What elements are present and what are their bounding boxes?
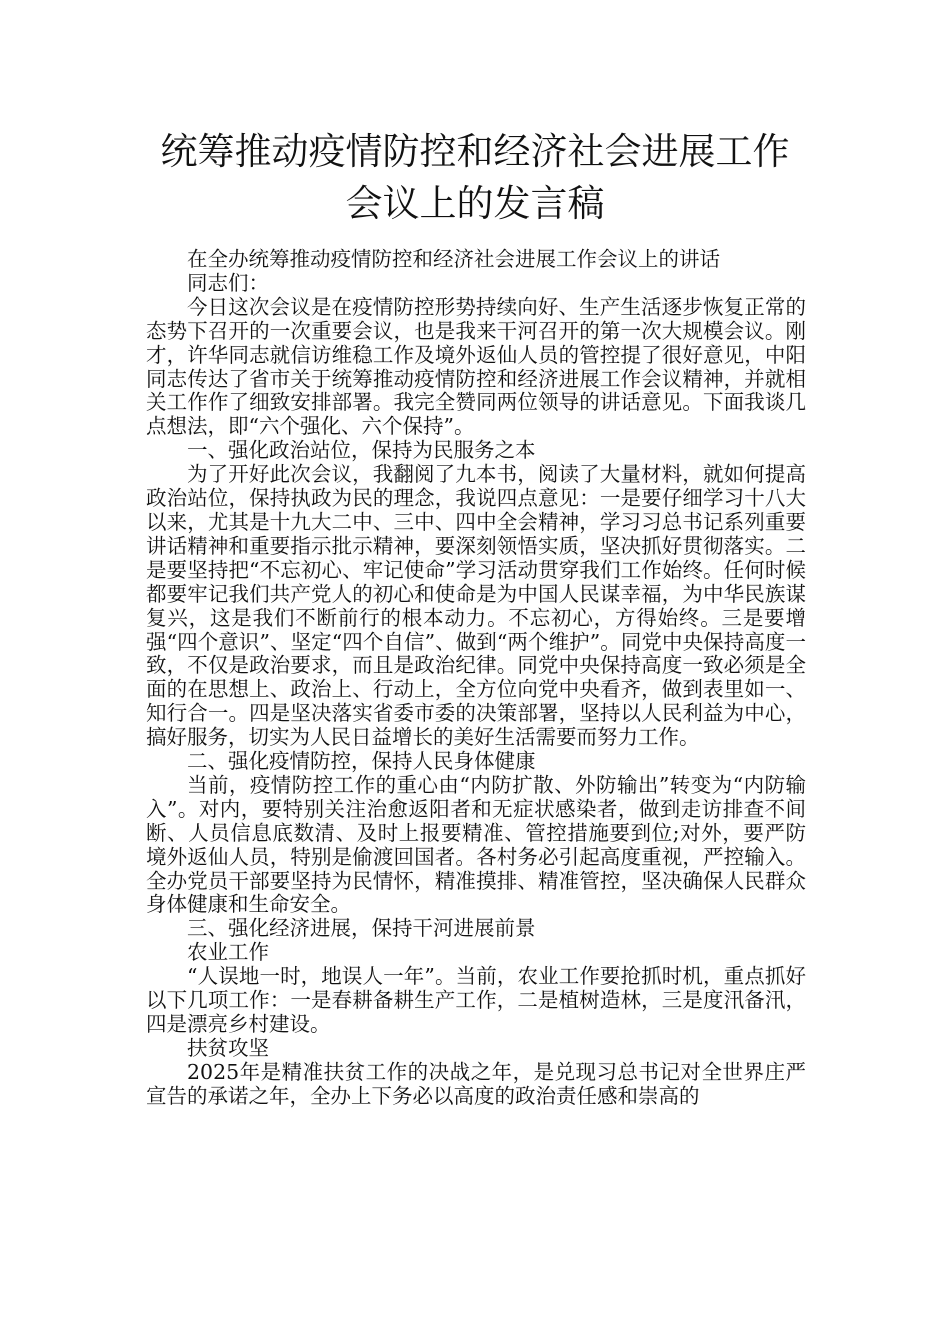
- body-paragraph: 为了开好此次会议，我翻阅了九本书，阅读了大量材料，就如何提高政治站位，保持执政为民的理念，我说四点意见：一是要仔细学习十八大以来，尤其是十九大二中、三中、四中全会精神，学习习总书记系列重要讲话精神和重要指示批示精神，要深刻领悟实质，坚决抓好贯彻落实。二是要坚持把“不忘初心、牢记使命”学习活动贯穿我们工作始终。任何时候都要牢记我们共产党人的初心和使命是为中国人民谋幸福，为中华民族谋复兴，这是我们不断前行的根本动力。不忘初心，方得始终。三是要增强“四个意识”、坚定“四个自信”、做到“两个维护”。同党中央保持高度一致，不仅是政治要求，而且是政治纪律。同党中央保持高度一致必须是全面的在思想上、政治上、行动上，全方位向党中央看齐，做到表里如一、知行合一。四是坚决落实省委市委的决策部署，坚持以人民利益为中心，搞好服务，切实为人民日益增长的美好生活需要而努力工作。: [146, 462, 806, 750]
- section-heading-3: 三、强化经济进展，保持干河进展前景: [187, 916, 536, 941]
- salutation: 同志们：: [187, 270, 269, 295]
- speech-heading: 在全办统筹推动疫情防控和经济社会进展工作会议上的讲话: [187, 247, 720, 271]
- body-paragraph: 2025年是精准扶贫工作的决战之年，是兑现习总书记对全世界庄严宣告的承诺之年，全办上下务必以高度的政治责任感和崇高的: [146, 1059, 806, 1108]
- section-heading-2: 二、强化疫情防控，保持人民身体健康: [187, 749, 536, 774]
- body-paragraph: 今日这次会议是在疫情防控形势持续向好、生产生活逐步恢复正常的态势下召开的一次重要会议，也是我来干河召开的第一次大规模会议。刚才，许华同志就信访维稳工作及境外返仙人员的管控提了很好意见，中阳同志传达了省市关于统筹推动疫情防控和经济进展工作会议精神，并就相关工作作了细致安排部署。我完全赞同两位领导的讲话意见。下面我谈几点想法，即“六个强化、六个保持”。: [146, 294, 806, 439]
- subsection-heading-agriculture: 农业工作: [187, 940, 269, 965]
- body-paragraph: “人误地一时，地误人一年”。当前，农业工作要抢抓时机，重点抓好以下几项工作：一是春耕备耕生产工作，二是植树造林，三是度汛备汛，四是漂亮乡村建设。: [146, 964, 806, 1036]
- document-title: [100, 126, 850, 230]
- document-body: [146, 248, 806, 1109]
- subsection-heading-poverty: 扶贫攻坚: [187, 1035, 269, 1060]
- title-line-1: 统筹推动疫情防控和经济社会进展工作: [160, 130, 790, 173]
- section-heading-1: 一、强化政治站位，保持为民服务之本: [187, 438, 536, 463]
- title-line-2: 会议上的发言稿: [345, 182, 605, 225]
- body-paragraph: 当前，疫情防控工作的重心由“内防扩散、外防输出”转变为“内防输入”。对内，要特别关注治愈返阳者和无症状感染者，做到走访排查不间断、人员信息底数清、及时上报要精准、管控措施要到位;对外，要严防境外返仙人员，特别是偷渡回国者。各村务必引起高度重视，严控输入。全办党员干部要坚持为民情怀，精准摸排、精准管控，坚决确保人民群众身体健康和生命安全。: [146, 772, 806, 917]
